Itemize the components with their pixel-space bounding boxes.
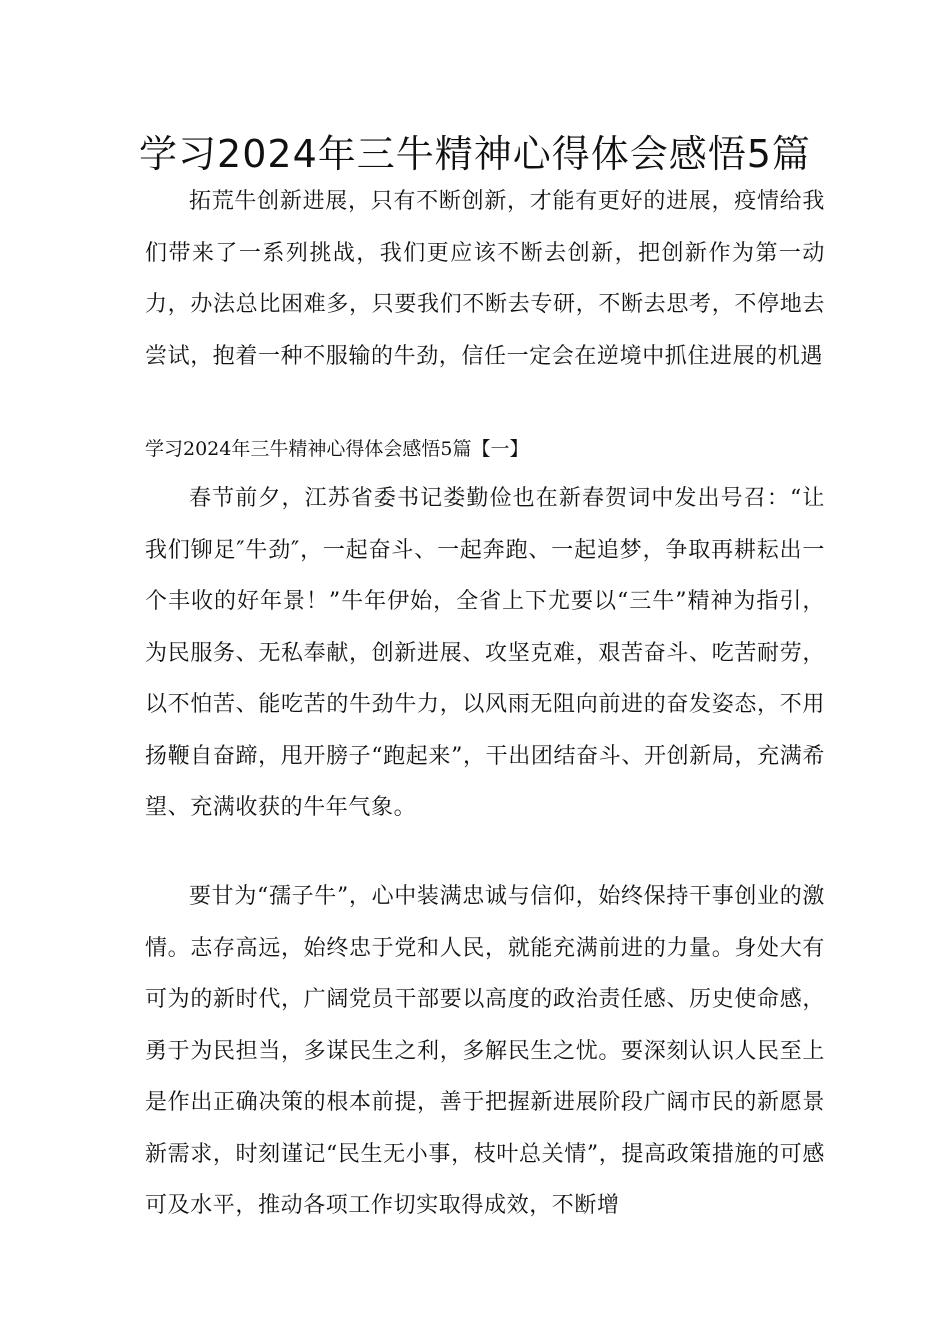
document-title: 学习2024年三牛精神心得体会感悟5篇 <box>139 132 811 176</box>
body-paragraph-2: 要甘为“孺子牛”，心中装满忠诚与信仰，始终保持干事创业的激情。志存高远，始终忠于党和人民，就能充满前进的力量。身处大有可为的新时代，广阔党员干部要以高度的政治责任感、历史使命感，勇于为民担当，多谋民生之利，多解民生之忧。要深刻认识人民至上是作出正确决策的根本前提，善于把握新进展阶段广阔市民的新愿景新需求，时刻谨记“民生无小事，枝叶总关情”，提高政策措施的可感可及水平，推动各项工作切实取得成效，不断增 <box>145 884 825 1218</box>
body-paragraph-1: 春节前夕，江苏省委书记娄勤俭也在新春贺词中发出号召：“让我们铆足″牛劲″，一起奋斗、一起奔跑、一起追梦，争取再耕耘出一个丰收的好年景！”牛年伊始，全省上下尤要以“三牛”精神为指引，为民服务、无私奉献，创新进展、攻坚克难，艰苦奋斗、吃苦耐劳，以不怕苦、能吃苦的牛劲牛力，以风雨无阻向前进的奋发姿态，不用扬鞭自奋蹄，甩开膀子“跑起来”，干出团结奋斗、开创新局，充满希望、充满收获的牛年气象。 <box>145 486 825 820</box>
section-heading: 学习2024年三牛精神心得体会感悟5篇【一】 <box>145 438 529 460</box>
intro-paragraph: 拓荒牛创新进展，只有不断创新，才能有更好的进展，疫情给我们带来了一系列挑战，我们更应该不断去创新，把创新作为第一动力，办法总比困难多，只要我们不断去专研，不断去思考，不停地去尝试，抱着一种不服输的牛劲，信任一定会在逆境中抓住进展的机遇 <box>145 189 825 369</box>
